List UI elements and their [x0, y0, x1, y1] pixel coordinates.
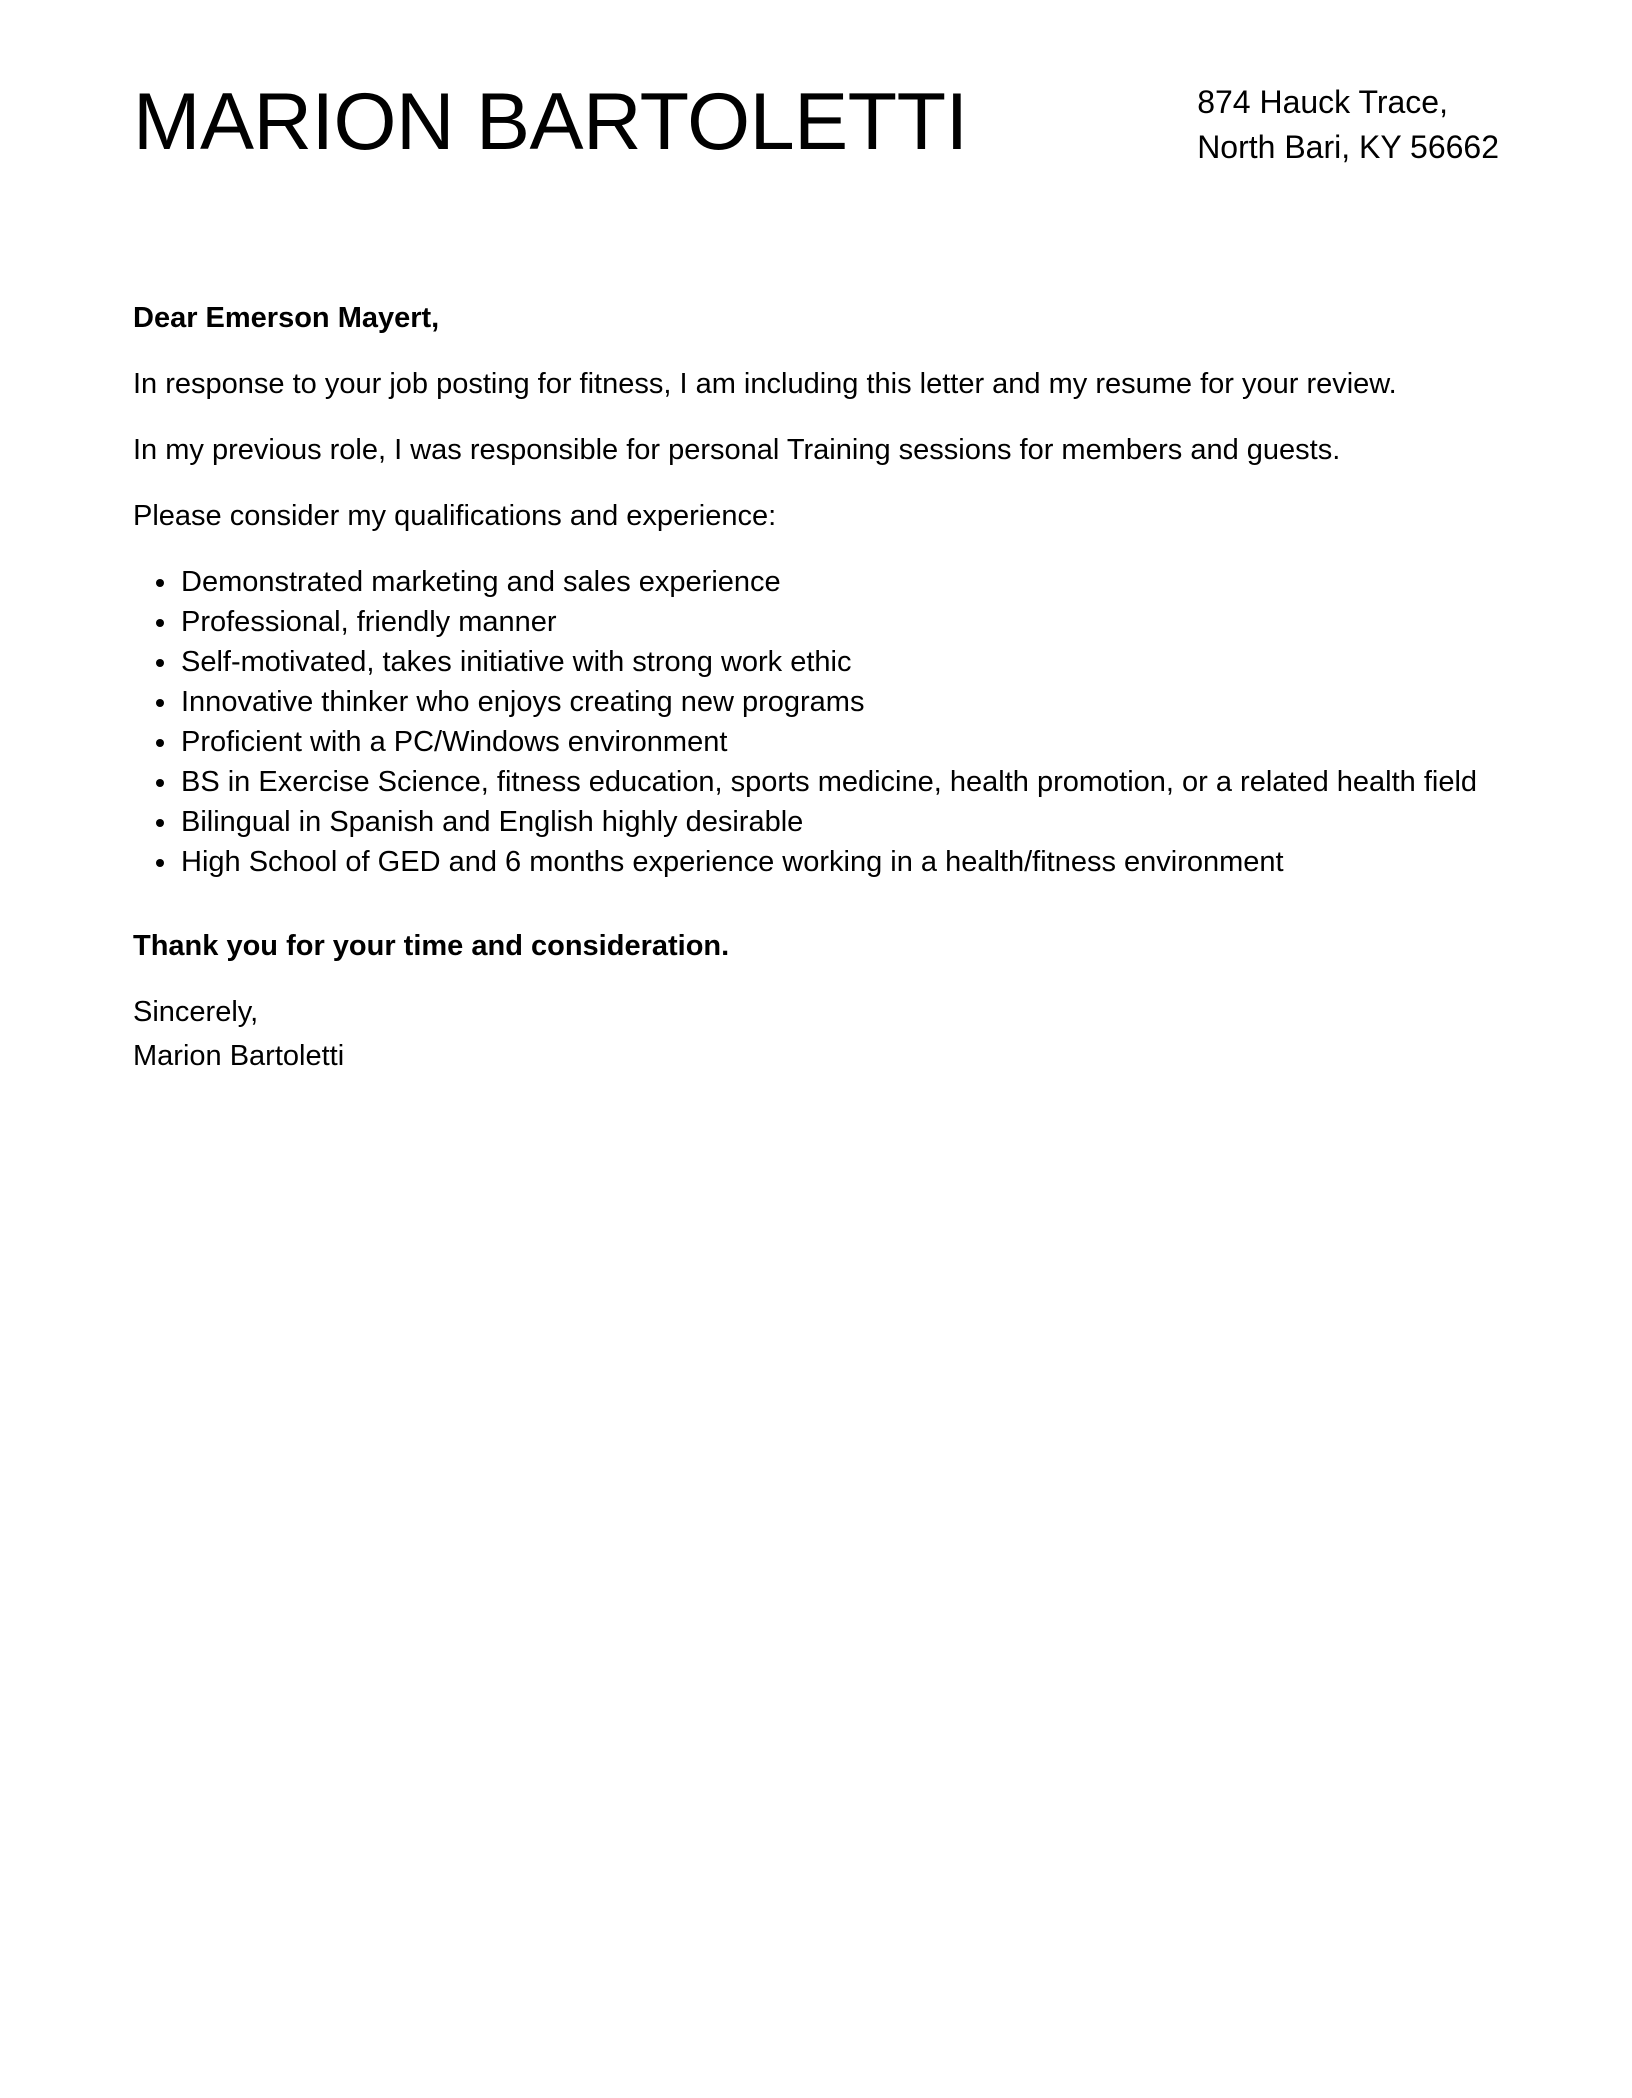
paragraph-consider: Please consider my qualifications and experience:: [133, 500, 777, 532]
greeting: Dear Emerson Mayert,: [133, 302, 440, 334]
qualifications-list: [133, 562, 1503, 882]
letter-body: [133, 298, 1503, 1078]
letter-header: [133, 72, 1499, 192]
signoff-block: [133, 990, 1503, 1078]
list-item: Professional, friendly manner: [133, 602, 1503, 642]
list-item: High School of GED and 6 months experience working in a health/fitness environment: [133, 842, 1503, 882]
list-item: BS in Exercise Science, fitness education, sports medicine, health promotion, or a related health field: [133, 762, 1503, 802]
list-item: Innovative thinker who enjoys creating new programs: [133, 682, 1503, 722]
sender-address: [1197, 80, 1499, 170]
paragraph-intro: In response to your job posting for fitness, I am including this letter and my resume for your review.: [133, 368, 1397, 400]
paragraph-previous-role: In my previous role, I was responsible for personal Training sessions for members and guests.: [133, 434, 1341, 466]
sender-name: MARION BARTOLETTI: [133, 77, 968, 167]
address-line-1: 874 Hauck Trace,: [1197, 84, 1448, 120]
signoff: Sincerely,: [133, 996, 259, 1028]
list-item: Self-motivated, takes initiative with strong work ethic: [133, 642, 1503, 682]
list-item: Demonstrated marketing and sales experience: [133, 562, 1503, 602]
address-line-2: North Bari, KY 56662: [1197, 129, 1499, 165]
closing-line: Thank you for your time and consideration.: [133, 930, 730, 962]
list-item: Bilingual in Spanish and English highly desirable: [133, 802, 1503, 842]
list-item: Proficient with a PC/Windows environment: [133, 722, 1503, 762]
signature-name: Marion Bartoletti: [133, 1040, 345, 1072]
